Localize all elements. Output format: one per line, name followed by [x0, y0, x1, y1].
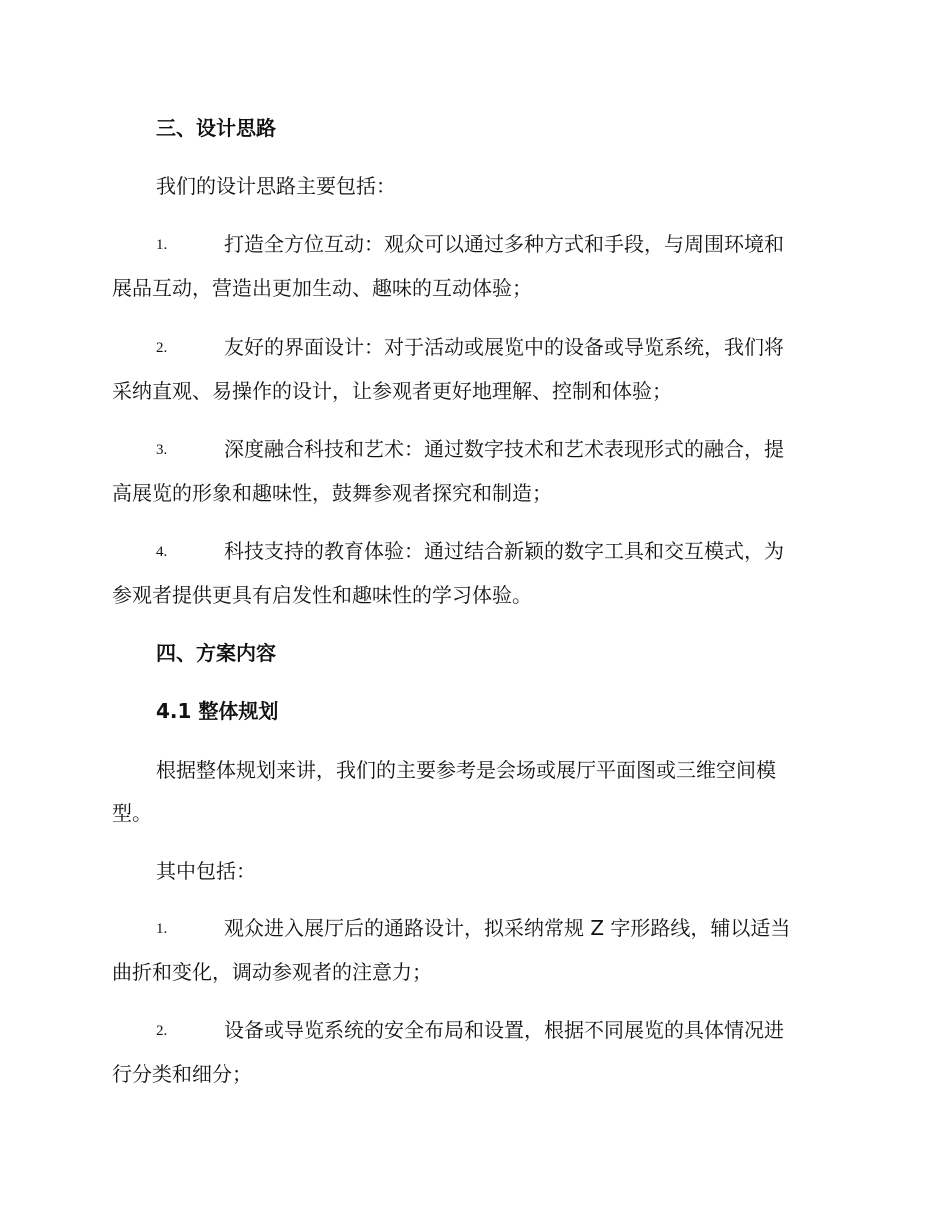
list-item-number: 2.	[156, 340, 168, 356]
subsection-4-1-heading: 4.1 整体规划	[156, 699, 279, 723]
section-3-heading: 三、设计思路	[156, 116, 276, 140]
list-item-text: 科技支持的教育体验：通过结合新颖的数字工具和交互模式，为	[224, 539, 784, 563]
list-item-number: 2.	[156, 1023, 168, 1039]
list-item-text: 深度融合科技和艺术：通过数字技术和艺术表现形式的融合，提	[224, 437, 784, 461]
list-item-text: 友好的界面设计：对于活动或展览中的设备或导览系统，我们将	[224, 335, 784, 359]
list-item-number: 4.	[156, 544, 168, 560]
paragraph-line: 根据整体规划来讲，我们的主要参考是会场或展厅平面图或三维空间模	[156, 758, 776, 782]
list-item-text: 观众进入展厅后的通路设计，拟采纳常规 Z 字形路线，辅以适当	[224, 916, 791, 940]
list-item-text-continued: 展品互动，营造出更加生动、趣味的互动体验；	[112, 276, 532, 300]
section-4-heading: 四、方案内容	[156, 641, 276, 665]
list-item-text-continued: 曲折和变化，调动参观者的注意力；	[112, 960, 432, 984]
section-3-intro: 我们的设计思路主要包括：	[156, 174, 396, 198]
section-4-intro: 其中包括：	[156, 859, 256, 883]
list-item-number: 1.	[156, 921, 168, 937]
list-item-text: 打造全方位互动：观众可以通过多种方式和手段，与周围环境和	[224, 232, 784, 256]
list-item-number: 1.	[156, 237, 168, 253]
list-item-number: 3.	[156, 442, 168, 458]
list-item-text: 设备或导览系统的安全布局和设置，根据不同展览的具体情况进	[224, 1018, 784, 1042]
paragraph-line-continued: 型。	[112, 801, 152, 825]
list-item-text-continued: 采纳直观、易操作的设计，让参观者更好地理解、控制和体验；	[112, 379, 672, 403]
list-item-text-continued: 高展览的形象和趣味性，鼓舞参观者探究和制造；	[112, 481, 552, 505]
list-item-text-continued: 参观者提供更具有启发性和趣味性的学习体验。	[112, 583, 532, 607]
list-item-text-continued: 行分类和细分；	[112, 1062, 252, 1086]
